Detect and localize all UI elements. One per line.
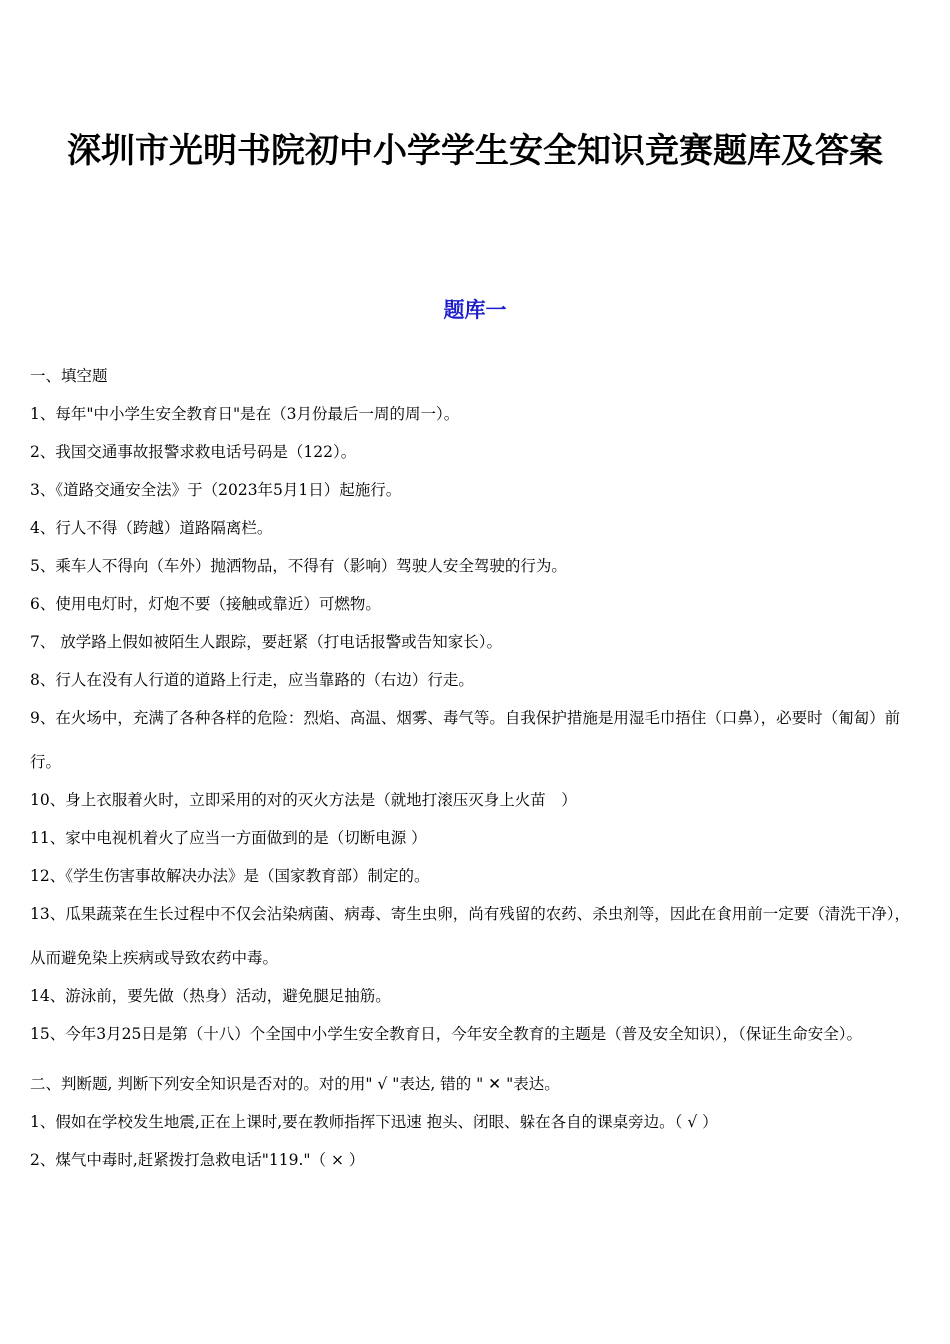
document-title: 深圳市光明书院初中小学学生安全知识竞赛题库及答案 [67, 131, 883, 171]
question-bank-title: 题库一 [443, 298, 507, 322]
question-item: 7、 放学路上假如被陌生人跟踪，要赶紧（打电话报警或告知家长）。 [30, 633, 503, 651]
question-item: 8、行人在没有人行道的道路上行走，应当靠路的（右边）行走。 [30, 671, 474, 689]
document-body [30, 364, 915, 1186]
section-gap [30, 1060, 915, 1072]
question-item: 9、在火场中，充满了各种各样的危险：烈焰、高温、烟雾、毒气等。自我保护措施是用湿毛巾捂住（口鼻），必要时（匍匐）前行。 [30, 709, 901, 771]
question-item: 12、《学生伤害事故解决办法》是（国家教育部）制定的。 [30, 867, 430, 885]
question-item: 15、今年3月25日是第（十八）个全国中小学生安全教育日，今年安全教育的主题是（普及安全知识），（保证生命安全）。 [30, 1025, 863, 1043]
question-item: 2、煤气中毒时,赶紧拨打急救电话"119."（ × ） [30, 1151, 365, 1169]
question-item: 3、《道路交通安全法》于（2023年5月1日）起施行。 [30, 481, 402, 499]
question-item: 1、每年"中小学生安全教育日"是在（3月份最后一周的周一）。 [30, 405, 460, 423]
question-item: 11、家中电视机着火了应当一方面做到的是（切断电源 ） [30, 829, 427, 847]
question-item: 2、我国交通事故报警求救电话号码是（122）。 [30, 443, 357, 461]
question-item: 5、乘车人不得向（车外）抛洒物品，不得有（影响）驾驶人安全驾驶的行为。 [30, 557, 567, 575]
question-item: 6、使用电灯时，灯炮不要（接触或靠近）可燃物。 [30, 595, 381, 613]
question-item: 13、瓜果蔬菜在生长过程中不仅会沾染病菌、病毒、寄生虫卵，尚有残留的农药、杀虫剂等，因此在食用前一定要（清洗干净），从而避免染上疾病或导致农药中毒。 [30, 905, 910, 967]
question-item: 4、行人不得（跨越）道路隔离栏。 [30, 519, 273, 537]
section-heading-true-false: 二、判断题, 判断下列安全知识是否对的。对的用" √ "表达, 错的 " ✕ "表达。 [30, 1075, 560, 1093]
section-heading-fill-in: 一、填空题 [30, 367, 108, 385]
question-item: 1、假如在学校发生地震,正在上课时,要在教师指挥下迅速 抱头、闭眼、躲在各自的课桌旁边。（ √ ） [30, 1113, 718, 1131]
question-item: 10、身上衣服着火时，立即采用的对的灭火方法是（就地打滚压灭身上火苗 ） [30, 791, 577, 809]
question-item: 14、游泳前，要先做（热身）活动，避免腿足抽筋。 [30, 987, 391, 1005]
